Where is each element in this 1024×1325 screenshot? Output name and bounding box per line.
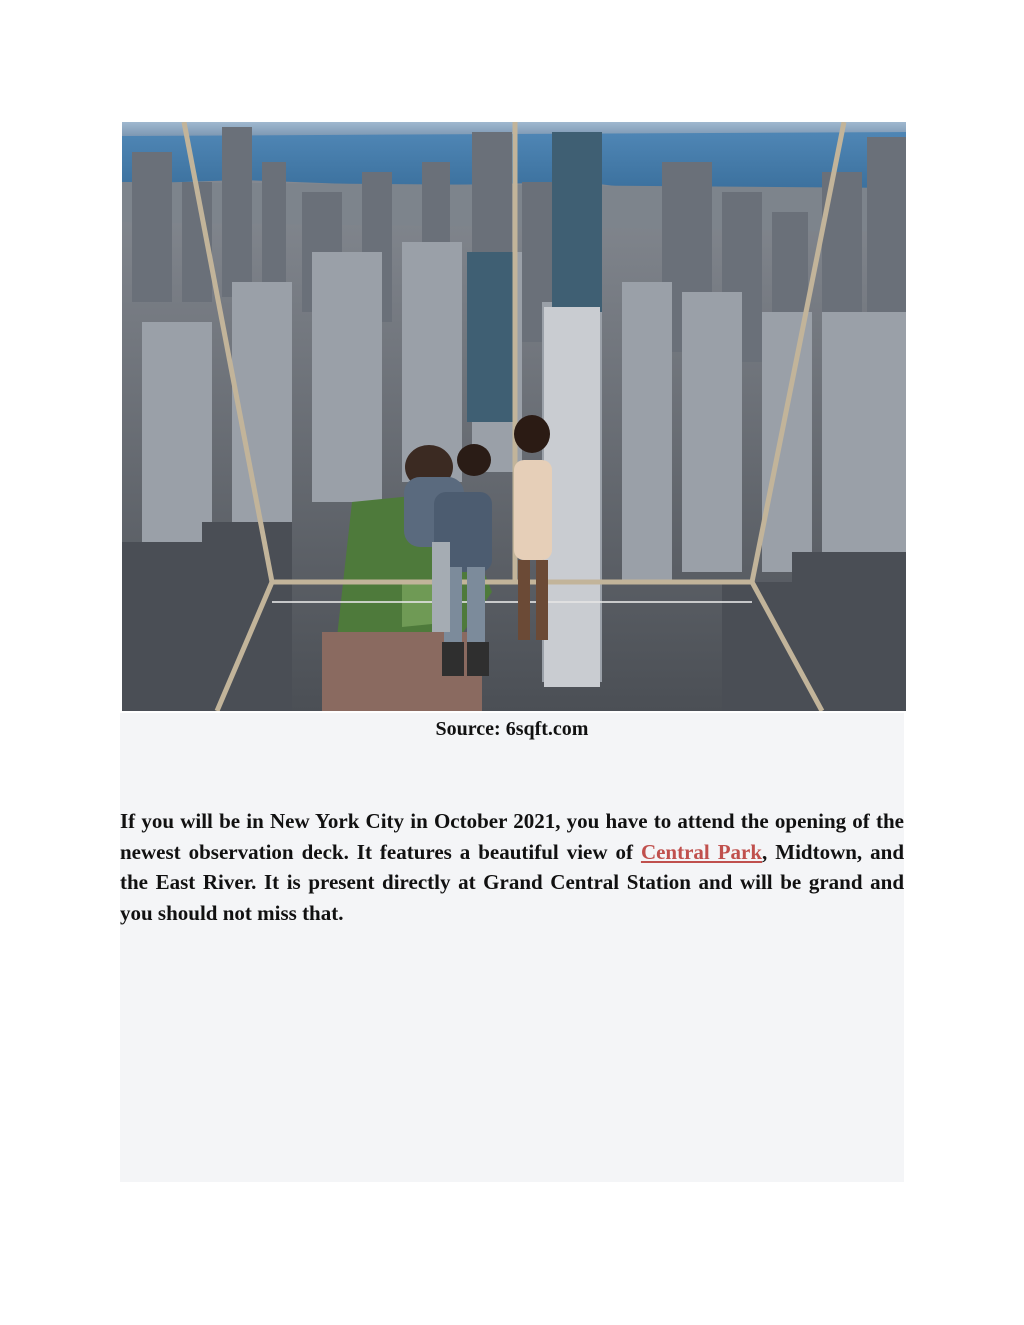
paragraph-text-end: , Midtown, and the East River. It is present directly at Grand Central Station and will be grand and you should not miss that. [120,839,904,925]
content-panel [120,713,904,1182]
observation-deck-photo [122,122,906,711]
image-caption: Source: 6sqft.com [435,718,589,740]
article-paragraph [120,806,904,928]
central-park-link[interactable]: Central Park [640,839,763,864]
observation-deck-illustration [122,122,906,711]
paragraph-text-start: If you will be in New York City in October 2021, you have to attend the opening of the newest observation deck. It features a beautiful view of [120,809,904,864]
